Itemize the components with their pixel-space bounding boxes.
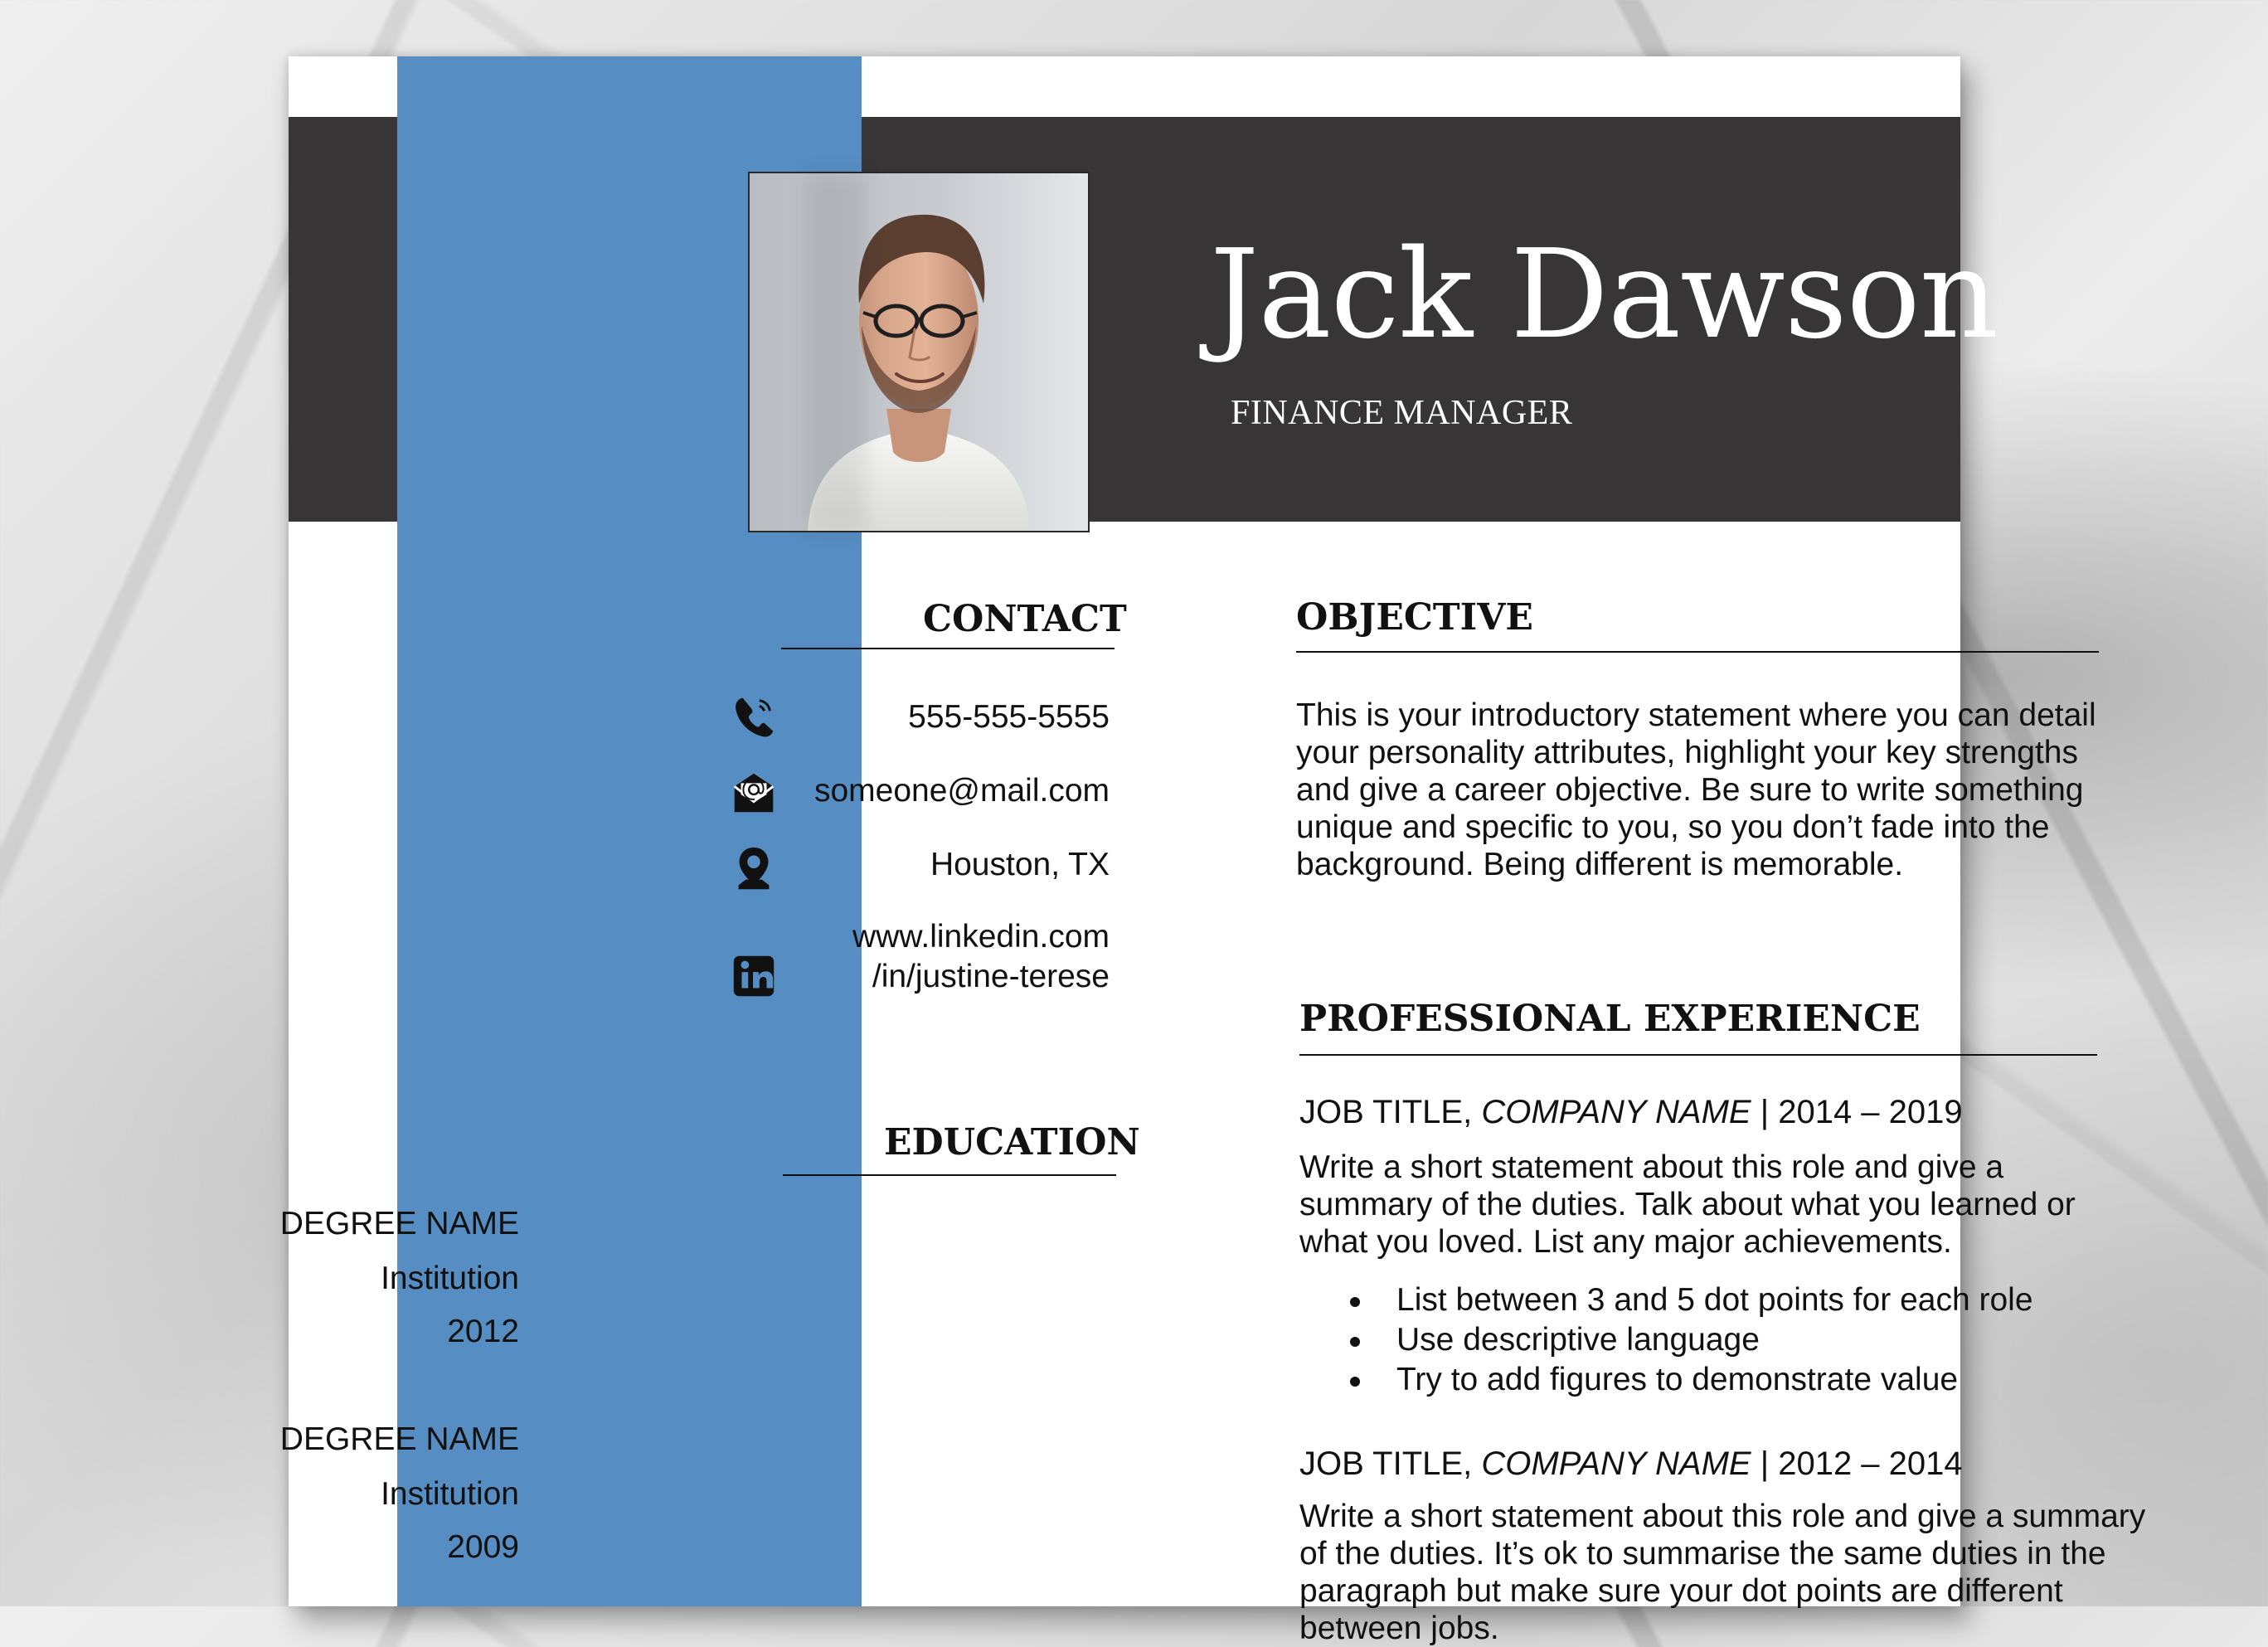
- linkedin-url-line-2: /in/justine-terese: [872, 959, 1110, 994]
- resume-page: [279, 56, 2146, 1646]
- contact-location-row: [728, 843, 1110, 894]
- job-1-bullet-text: Use descriptive language: [1396, 1322, 1760, 1358]
- portrait-illustration: [750, 173, 1088, 531]
- job-1-company: COMPANY NAME: [1481, 1094, 1751, 1130]
- candidate-job-title: FINANCE MANAGER: [1231, 394, 1573, 432]
- job-1-summary: Write a short statement about this role and give a summary of the duties. Talk about what you learned or what you loved. List any major achievements.: [1299, 1149, 2076, 1260]
- job-2-separator: |: [1760, 1445, 1770, 1482]
- education-degree-2: DEGREE NAME: [279, 1421, 519, 1457]
- job-2-title: JOB TITLE,: [1299, 1445, 1473, 1482]
- education-year-1: 2012: [447, 1314, 519, 1349]
- objective-text: This is your introductory statement where you can detail your personality attributes, highlight your key strengths and give a career objective. Be sure to write something unique and specific to you, so you don’t fade into the background. Being different is memorable.: [1296, 697, 2096, 882]
- job-2-dates: 2012 – 2014: [1778, 1445, 1963, 1482]
- email-icon: [728, 767, 779, 819]
- contact-heading-rule: [781, 648, 1115, 649]
- job-1-bullet-item: [1343, 1320, 2033, 1360]
- job-1-bullet-list: [1343, 1280, 2033, 1400]
- contact-email-row: [728, 767, 1110, 819]
- education-degree-1: DEGREE NAME: [279, 1206, 519, 1241]
- education-institution-2: Institution: [381, 1476, 519, 1512]
- education-heading-rule: [783, 1174, 1116, 1176]
- job-2-company: COMPANY NAME: [1481, 1445, 1751, 1482]
- job-1-dates: 2014 – 2019: [1778, 1094, 1963, 1130]
- contact-linkedin-row: [728, 916, 1110, 999]
- contact-heading: CONTACT: [923, 598, 1127, 640]
- contact-email: someone@mail.com: [813, 773, 1110, 809]
- objective-heading-rule: [1296, 651, 2099, 653]
- contact-location: Houston, TX: [930, 847, 1110, 882]
- job-2-heading: [1299, 1447, 1963, 1480]
- profile-photo: [748, 172, 1090, 532]
- candidate-name: Jack Dawson: [1210, 223, 1998, 366]
- job-1-heading: [1299, 1096, 1963, 1129]
- job-1-bullet-item: [1343, 1360, 2033, 1400]
- education-heading: EDUCATION: [884, 1121, 1140, 1164]
- education-year-2: 2009: [447, 1529, 519, 1565]
- contact-phone-row: [728, 692, 1110, 743]
- job-1-title: JOB TITLE,: [1299, 1094, 1473, 1130]
- location-icon: [728, 843, 779, 894]
- objective-heading: OBJECTIVE: [1296, 596, 1533, 639]
- education-institution-1: Institution: [381, 1261, 519, 1296]
- contact-phone: 555-555-5555: [908, 699, 1110, 735]
- bullet-dot-icon: [1350, 1377, 1360, 1387]
- job-2-summary: Write a short statement about this role and give a summary of the duties. It’s ok to summarise the same duties in the paragraph but make sure your dot points are different between jobs.: [1299, 1499, 2146, 1646]
- linkedin-icon: [728, 950, 779, 1002]
- job-1-bullet-text: List between 3 and 5 dot points for each role: [1396, 1282, 2033, 1318]
- experience-heading-rule: [1299, 1054, 2097, 1056]
- linkedin-url-line-1: www.linkedin.com: [852, 919, 1110, 955]
- job-1-bullet-text: Try to add figures to demonstrate value: [1396, 1362, 1959, 1397]
- bullet-dot-icon: [1350, 1337, 1360, 1347]
- bullet-dot-icon: [1350, 1297, 1360, 1307]
- job-1-bullet-item: [1343, 1280, 2033, 1320]
- phone-icon: [728, 692, 779, 743]
- job-1-separator: |: [1760, 1094, 1770, 1130]
- photo-wall-shadow: [808, 173, 866, 531]
- experience-heading: PROFESSIONAL EXPERIENCE: [1299, 998, 1921, 1040]
